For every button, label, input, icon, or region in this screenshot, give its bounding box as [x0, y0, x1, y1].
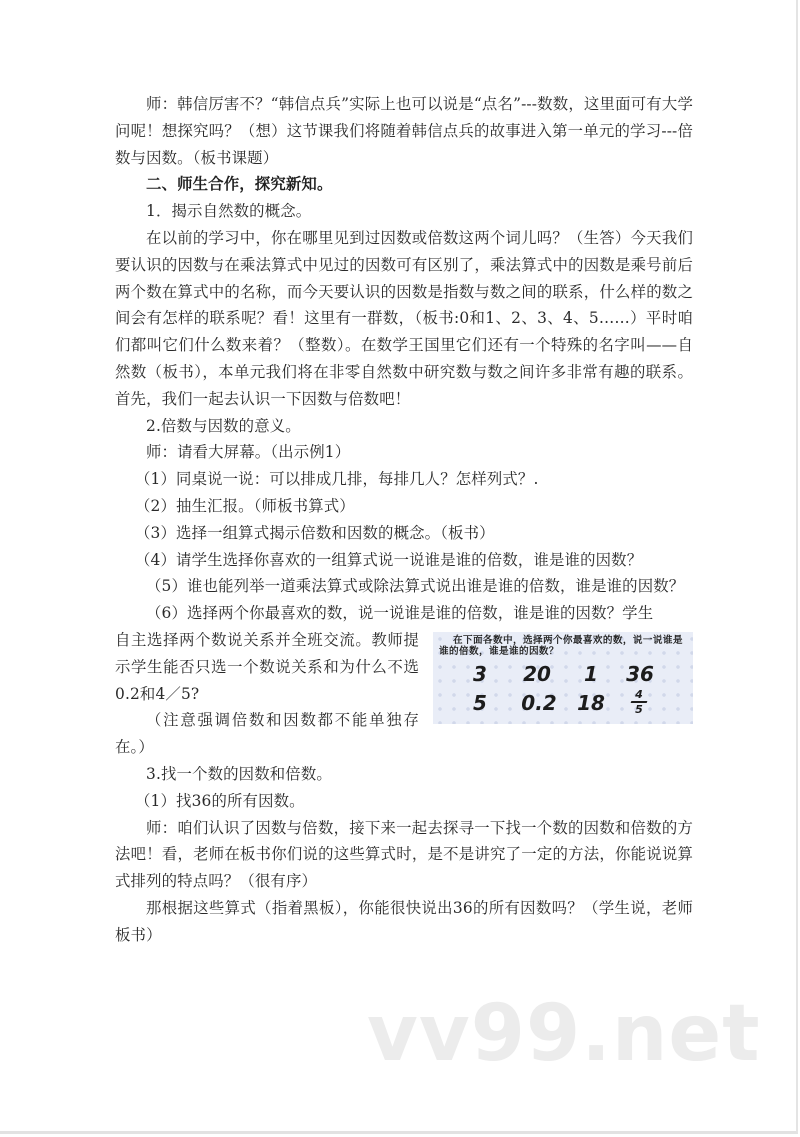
section-heading-2: 二、师生合作，探究新知。 [146, 175, 333, 194]
fraction-denominator: 5 [635, 702, 643, 716]
figure-number: 5 [473, 690, 487, 715]
paragraph-big-screen: 师：请看大屏幕。（出示例1） [146, 443, 351, 462]
list-item-6: （6）选择两个你最喜欢的数，说一说谁是谁的倍数，谁是谁的因数？学生 [146, 604, 654, 623]
paragraph-note: （注意强调倍数和因数都不能单独存在。） [115, 711, 419, 757]
figure-number: 3 [473, 661, 487, 686]
example-figure [433, 632, 693, 724]
list-item-2: （2）抽生汇报。（师板书算式） [135, 496, 355, 515]
document-content [115, 91, 693, 949]
figure-number: 1 [584, 661, 598, 686]
paragraph-teacher-intro: 师：韩信厉害不？“韩信点兵”实际上也可以说是“点名”---数数，这里面可有大学问呢！想探究吗？（想）这节课我们将随着韩信点兵的故事进入第一单元的学习---倍数与因数。（板书课题） [115, 95, 693, 167]
figure-number: 20 [523, 661, 551, 686]
paragraph-choose-two-numbers: 自主选择两个数说关系并全班交流。教师提示学生能否只选一个数说关系和为什么不选0.2和4／5? [115, 630, 419, 703]
fraction-numerator: 4 [635, 687, 643, 701]
figure-fraction [629, 689, 649, 715]
figure-number: 0.2 [521, 690, 557, 715]
figure-number: 18 [577, 690, 605, 715]
paragraph-factors-of-36: 那根据这些算式（指着黑板），你能很快说出36的所有因数吗？（学生说，老师板书） [115, 898, 693, 944]
paragraph-method: 师：咱们认识了因数与倍数，接下来一起去探寻一下找一个数的因数和倍数的方法吧！看，老师在板书你们说的这些算式时，是不是讲究了一定的方法，你能说说算式排列的特点吗？（很有序） [115, 818, 693, 891]
subsection-multiples-factors: 2.倍数与因数的意义。 [146, 416, 301, 435]
list-item-4: （4）请学生选择你喜欢的一组算式说一说谁是谁的倍数，谁是谁的因数？ [135, 550, 643, 569]
fraction-bar [631, 701, 648, 703]
subsection-find-factors: 3.找一个数的因数和倍数。 [146, 764, 332, 783]
figure-number: 36 [626, 661, 654, 686]
list-item-3: （3）选择一组算式揭示倍数和因数的概念。（板书） [135, 523, 495, 542]
list-item-find-36: （1）找36的所有因数。 [135, 791, 305, 810]
figure-caption: 在下面各数中，选择两个你最喜欢的数，说一说谁是谁的倍数，谁是谁的因数？ [439, 634, 683, 657]
subsection-natural-numbers: 1．揭示自然数的概念。 [146, 202, 312, 221]
list-item-1: （1）同桌说一说：可以排成几排，每排几人？怎样列式？. [135, 470, 539, 489]
list-item-5: （5）谁也能列举一道乘法算式或除法算式说出谁是谁的倍数，谁是谁的因数？ [146, 577, 685, 596]
paragraph-natural-numbers: 在以前的学习中，你在哪里见到过因数或倍数这两个词儿吗？（生答）今天我们要认识的因数与在乘法算式中见过的因数可有区别了，乘法算式中的因数是乘号前后两个数在算式中的名称，而今天要认识的因数是指数与数之间的联系，什么样的数之间会有怎样的联系呢？看！这里有一群数，（板书:0和1、2、3、4、5……）平时咱们都叫它们什么数来着？（整数）。在数学王国里它们还有一个特殊的名字叫——自然数（板书），本单元我们将在非零自然数中研究数与数之间许多非常有趣的联系。首先，我们一起去认识一下因数与倍数吧！ [115, 228, 693, 408]
watermark: vv99.net [367, 989, 761, 1079]
